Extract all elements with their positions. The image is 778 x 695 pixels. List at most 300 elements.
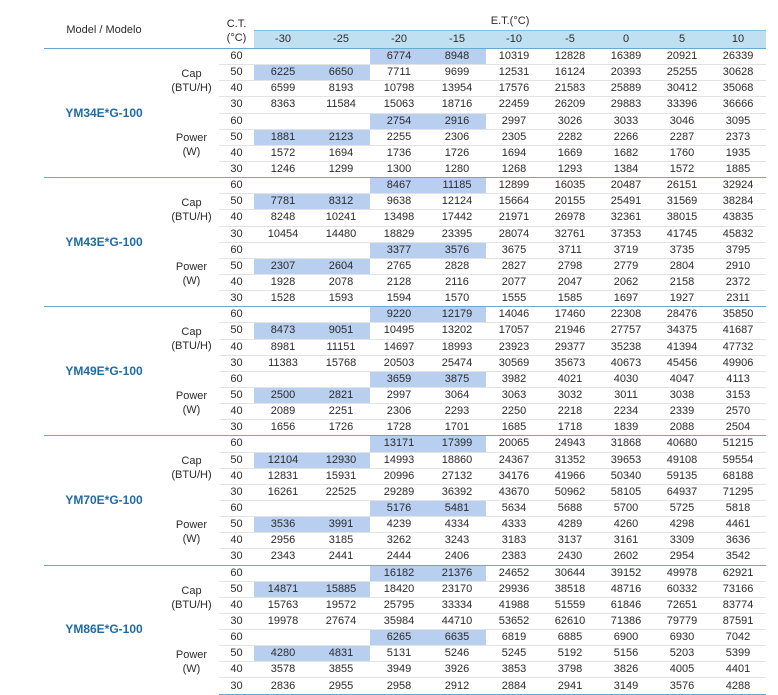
table-cell: 35984 xyxy=(370,613,428,629)
group-label-name: Power xyxy=(175,132,208,145)
table-cell: 51559 xyxy=(542,597,598,613)
table-cell: 2293 xyxy=(428,404,486,420)
table-cell: 30628 xyxy=(710,65,766,81)
ct-value: 60 xyxy=(219,242,254,258)
ct-value: 50 xyxy=(219,452,254,468)
table-cell: 3798 xyxy=(542,662,598,678)
table-cell: 21971 xyxy=(486,210,542,226)
group-label-unit: (W) xyxy=(182,404,201,417)
table-cell: 1280 xyxy=(428,161,486,177)
ct-header-label: C.T. xyxy=(226,17,247,30)
table-cell: 3576 xyxy=(654,678,710,694)
table-cell: 35673 xyxy=(542,355,598,371)
et-value: 5 xyxy=(654,31,710,49)
table-cell: 3149 xyxy=(598,678,654,694)
table-cell: 2430 xyxy=(542,549,598,565)
table-cell: 15931 xyxy=(312,468,370,484)
table-cell: 1555 xyxy=(486,291,542,307)
table-cell: 2282 xyxy=(542,129,598,145)
table-cell xyxy=(254,307,312,323)
table-cell: 1299 xyxy=(312,161,370,177)
table-cell: 33334 xyxy=(428,597,486,613)
group-label-unit: (BTU/H) xyxy=(171,82,212,95)
table-cell: 34375 xyxy=(654,323,710,339)
table-cell: 19572 xyxy=(312,597,370,613)
table-cell: 35068 xyxy=(710,81,766,97)
table-cell: 1927 xyxy=(654,291,710,307)
table-cell: 8467 xyxy=(370,178,428,194)
table-cell: 12531 xyxy=(486,65,542,81)
performance-table xyxy=(44,13,766,695)
table-cell: 6265 xyxy=(370,630,428,646)
table-cell: 20065 xyxy=(486,436,542,452)
table-cell: 2602 xyxy=(598,549,654,565)
table-cell: 1726 xyxy=(428,145,486,161)
table-cell: 8248 xyxy=(254,210,312,226)
table-cell: 2251 xyxy=(312,404,370,420)
table-cell: 5176 xyxy=(370,500,428,516)
group-label xyxy=(164,500,219,565)
table-cell: 16124 xyxy=(542,65,598,81)
table-cell: 10241 xyxy=(312,210,370,226)
table-cell: 2604 xyxy=(312,258,370,274)
table-cell: 12124 xyxy=(428,194,486,210)
table-cell: 23395 xyxy=(428,226,486,242)
group-label xyxy=(164,49,219,114)
table-cell: 2255 xyxy=(370,129,428,145)
group-label-unit: (BTU/H) xyxy=(171,469,212,482)
table-cell: 29883 xyxy=(598,97,654,113)
table-cell: 4280 xyxy=(254,646,312,662)
table-cell: 1697 xyxy=(598,291,654,307)
table-cell: 14697 xyxy=(370,339,428,355)
table-cell: 1570 xyxy=(428,291,486,307)
table-cell: 2916 xyxy=(428,113,486,129)
table-cell: 1572 xyxy=(254,145,312,161)
table-cell: 6885 xyxy=(542,630,598,646)
group-label-unit: (BTU/H) xyxy=(171,211,212,224)
table-cell: 2088 xyxy=(654,420,710,436)
table-cell: 49978 xyxy=(654,565,710,581)
table-cell: 14046 xyxy=(486,307,542,323)
group-label-name: Cap xyxy=(181,584,202,597)
table-cell: 7711 xyxy=(370,65,428,81)
table-cell: 21583 xyxy=(542,81,598,97)
table-cell: 26209 xyxy=(542,97,598,113)
group-label-unit: (BTU/H) xyxy=(171,598,212,611)
table-cell: 17576 xyxy=(486,81,542,97)
table-cell: 32761 xyxy=(542,226,598,242)
table-cell: 15768 xyxy=(312,355,370,371)
table-cell: 4021 xyxy=(542,371,598,387)
group-label-unit: (W) xyxy=(182,662,201,675)
table-cell: 27132 xyxy=(428,468,486,484)
table-cell: 12930 xyxy=(312,452,370,468)
table-cell: 2128 xyxy=(370,274,428,290)
table-cell: 2306 xyxy=(428,129,486,145)
table-cell: 2373 xyxy=(710,129,766,145)
table-cell: 3243 xyxy=(428,533,486,549)
table-row xyxy=(44,178,766,194)
table-cell: 2912 xyxy=(428,678,486,694)
table-cell: 17399 xyxy=(428,436,486,452)
table-cell: 8363 xyxy=(254,97,312,113)
et-value: -20 xyxy=(370,31,428,49)
table-cell: 3309 xyxy=(654,533,710,549)
table-cell: 41988 xyxy=(486,597,542,613)
table-cell: 16035 xyxy=(542,178,598,194)
group-label-unit: (BTU/H) xyxy=(171,340,212,353)
table-cell: 5203 xyxy=(654,646,710,662)
table-cell: 3038 xyxy=(654,387,710,403)
table-cell: 1685 xyxy=(486,420,542,436)
table-cell: 27674 xyxy=(312,613,370,629)
table-cell: 18716 xyxy=(428,97,486,113)
table-cell: 3026 xyxy=(542,113,598,129)
table-cell: 8948 xyxy=(428,49,486,65)
table-cell: 2954 xyxy=(654,549,710,565)
table-cell: 5700 xyxy=(598,500,654,516)
table-cell: 8193 xyxy=(312,81,370,97)
table-cell: 73166 xyxy=(710,581,766,597)
table-cell: 2089 xyxy=(254,404,312,420)
table-cell: 2343 xyxy=(254,549,312,565)
table-cell: 1656 xyxy=(254,420,312,436)
ct-value: 50 xyxy=(219,258,254,274)
table-cell: 49906 xyxy=(710,355,766,371)
table-cell: 1885 xyxy=(710,161,766,177)
table-cell: 3926 xyxy=(428,662,486,678)
table-cell: 14871 xyxy=(254,581,312,597)
table-row xyxy=(44,307,766,323)
table-cell: 3046 xyxy=(654,113,710,129)
table-cell: 5245 xyxy=(486,646,542,662)
table-cell xyxy=(312,630,370,646)
table-cell: 1682 xyxy=(598,145,654,161)
table-cell: 59135 xyxy=(654,468,710,484)
table-cell: 2500 xyxy=(254,387,312,403)
ct-value: 50 xyxy=(219,646,254,662)
table-cell: 1726 xyxy=(312,420,370,436)
table-cell: 8473 xyxy=(254,323,312,339)
table-cell: 29936 xyxy=(486,581,542,597)
table-cell: 1881 xyxy=(254,129,312,145)
ct-value: 60 xyxy=(219,500,254,516)
table-cell xyxy=(312,565,370,581)
ct-value: 40 xyxy=(219,468,254,484)
table-cell: 68188 xyxy=(710,468,766,484)
table-cell: 5399 xyxy=(710,646,766,662)
table-cell: 5481 xyxy=(428,500,486,516)
table-cell: 6900 xyxy=(598,630,654,646)
table-cell: 36666 xyxy=(710,97,766,113)
table-cell: 72651 xyxy=(654,597,710,613)
table-cell xyxy=(312,113,370,129)
et-value: -15 xyxy=(428,31,486,49)
table-cell: 39152 xyxy=(598,565,654,581)
ct-value: 40 xyxy=(219,274,254,290)
table-cell: 35850 xyxy=(710,307,766,323)
table-cell: 7042 xyxy=(710,630,766,646)
table-cell: 2123 xyxy=(312,129,370,145)
ct-value: 60 xyxy=(219,178,254,194)
table-cell: 10319 xyxy=(486,49,542,65)
table-cell: 4831 xyxy=(312,646,370,662)
table-cell: 3183 xyxy=(486,533,542,549)
table-cell: 27757 xyxy=(598,323,654,339)
table-cell: 26978 xyxy=(542,210,598,226)
table-cell: 16389 xyxy=(598,49,654,65)
table-cell: 3855 xyxy=(312,662,370,678)
table-cell: 23170 xyxy=(428,581,486,597)
table-cell: 34176 xyxy=(486,468,542,484)
table-cell: 32361 xyxy=(598,210,654,226)
et-value: 10 xyxy=(710,31,766,49)
table-row xyxy=(44,436,766,452)
group-label-name: Cap xyxy=(181,455,202,468)
table-cell: 38518 xyxy=(542,581,598,597)
table-cell: 6819 xyxy=(486,630,542,646)
table-cell: 6930 xyxy=(654,630,710,646)
table-cell: 2306 xyxy=(370,404,428,420)
table-cell: 44710 xyxy=(428,613,486,629)
ct-value: 30 xyxy=(219,291,254,307)
table-cell: 24367 xyxy=(486,452,542,468)
table-cell: 1593 xyxy=(312,291,370,307)
table-cell: 20155 xyxy=(542,194,598,210)
model-name: YM43E*G-100 xyxy=(44,178,164,307)
table-cell: 18829 xyxy=(370,226,428,242)
table-cell: 2804 xyxy=(654,258,710,274)
ct-value: 60 xyxy=(219,113,254,129)
table-cell: 6635 xyxy=(428,630,486,646)
ct-value: 50 xyxy=(219,129,254,145)
ct-value: 50 xyxy=(219,581,254,597)
table-cell xyxy=(312,49,370,65)
ct-value: 30 xyxy=(219,226,254,242)
table-cell: 15763 xyxy=(254,597,312,613)
table-cell: 2798 xyxy=(542,258,598,274)
table-cell: 4298 xyxy=(654,517,710,533)
table-cell: 62610 xyxy=(542,613,598,629)
table-cell: 18860 xyxy=(428,452,486,468)
table-cell xyxy=(312,371,370,387)
table-body xyxy=(44,49,766,695)
table-cell: 50962 xyxy=(542,484,598,500)
table-cell: 38284 xyxy=(710,194,766,210)
table-cell xyxy=(254,49,312,65)
table-cell: 79779 xyxy=(654,613,710,629)
table-cell: 4461 xyxy=(710,517,766,533)
table-cell: 11185 xyxy=(428,178,486,194)
ct-value: 50 xyxy=(219,194,254,210)
table-cell: 2406 xyxy=(428,549,486,565)
table-cell: 3795 xyxy=(710,242,766,258)
et-header: E.T.(°C) xyxy=(490,15,530,27)
table-cell: 41687 xyxy=(710,323,766,339)
table-cell: 3991 xyxy=(312,517,370,533)
table-cell: 2077 xyxy=(486,274,542,290)
table-cell xyxy=(254,500,312,516)
model-name: YM70E*G-100 xyxy=(44,436,164,565)
table-cell: 2997 xyxy=(486,113,542,129)
table-cell: 1669 xyxy=(542,145,598,161)
ct-value: 60 xyxy=(219,307,254,323)
table-cell: 4334 xyxy=(428,517,486,533)
table-cell xyxy=(254,178,312,194)
table-cell: 15885 xyxy=(312,581,370,597)
table-cell: 6599 xyxy=(254,81,312,97)
table-cell: 29377 xyxy=(542,339,598,355)
ct-value: 30 xyxy=(219,355,254,371)
table-cell: 2910 xyxy=(710,258,766,274)
table-cell: 1839 xyxy=(598,420,654,436)
table-cell: 4401 xyxy=(710,662,766,678)
model-name: YM86E*G-100 xyxy=(44,565,164,694)
table-cell: 58105 xyxy=(598,484,654,500)
table-cell: 5246 xyxy=(428,646,486,662)
table-cell: 1300 xyxy=(370,161,428,177)
table-cell: 3137 xyxy=(542,533,598,549)
table-cell: 2307 xyxy=(254,258,312,274)
table-cell: 1268 xyxy=(486,161,542,177)
table-cell: 22459 xyxy=(486,97,542,113)
table-cell: 25255 xyxy=(654,65,710,81)
group-label xyxy=(164,565,219,630)
table-cell: 3153 xyxy=(710,387,766,403)
group-label-name: Power xyxy=(175,648,208,661)
table-cell: 2116 xyxy=(428,274,486,290)
model-header: Model / Modelo xyxy=(66,24,142,36)
table-cell: 40680 xyxy=(654,436,710,452)
table-cell: 71386 xyxy=(598,613,654,629)
table-cell: 4005 xyxy=(654,662,710,678)
table-cell: 5634 xyxy=(486,500,542,516)
table-cell: 2884 xyxy=(486,678,542,694)
table-cell: 2047 xyxy=(542,274,598,290)
table-cell: 2287 xyxy=(654,129,710,145)
ct-value: 30 xyxy=(219,420,254,436)
table-cell: 2266 xyxy=(598,129,654,145)
table-cell: 22308 xyxy=(598,307,654,323)
table-cell: 59554 xyxy=(710,452,766,468)
table-cell: 1694 xyxy=(486,145,542,161)
table-cell xyxy=(254,371,312,387)
table-cell: 8312 xyxy=(312,194,370,210)
table-cell: 30644 xyxy=(542,565,598,581)
table-cell: 30412 xyxy=(654,81,710,97)
table-cell: 26339 xyxy=(710,49,766,65)
table-cell: 45832 xyxy=(710,226,766,242)
table-cell: 47732 xyxy=(710,339,766,355)
table-cell: 17057 xyxy=(486,323,542,339)
table-cell: 30569 xyxy=(486,355,542,371)
table-cell xyxy=(312,500,370,516)
table-cell: 2383 xyxy=(486,549,542,565)
table-cell: 83774 xyxy=(710,597,766,613)
table-cell xyxy=(312,436,370,452)
table-cell: 32924 xyxy=(710,178,766,194)
table-cell: 25491 xyxy=(598,194,654,210)
table-cell: 53652 xyxy=(486,613,542,629)
table-cell: 12179 xyxy=(428,307,486,323)
table-cell: 40673 xyxy=(598,355,654,371)
table-cell: 12104 xyxy=(254,452,312,468)
header-row xyxy=(44,13,766,31)
table-cell: 31868 xyxy=(598,436,654,452)
table-cell: 3578 xyxy=(254,662,312,678)
et-value: -5 xyxy=(542,31,598,49)
table-cell: 2779 xyxy=(598,258,654,274)
table-cell: 9699 xyxy=(428,65,486,81)
table-cell: 1736 xyxy=(370,145,428,161)
table-cell xyxy=(254,436,312,452)
table-cell: 7781 xyxy=(254,194,312,210)
table-cell: 2821 xyxy=(312,387,370,403)
table-cell: 5688 xyxy=(542,500,598,516)
ct-value: 40 xyxy=(219,210,254,226)
et-value: -25 xyxy=(312,31,370,49)
table-cell xyxy=(254,113,312,129)
table-cell: 20393 xyxy=(598,65,654,81)
table-cell: 3011 xyxy=(598,387,654,403)
ct-value: 40 xyxy=(219,339,254,355)
group-label xyxy=(164,371,219,436)
table-cell: 13171 xyxy=(370,436,428,452)
group-label-unit: (W) xyxy=(182,146,201,159)
table-cell: 17442 xyxy=(428,210,486,226)
group-label-name: Power xyxy=(175,390,208,403)
table-cell: 9638 xyxy=(370,194,428,210)
table-cell: 3659 xyxy=(370,371,428,387)
table-cell: 28476 xyxy=(654,307,710,323)
table-cell: 1728 xyxy=(370,420,428,436)
ct-value: 50 xyxy=(219,323,254,339)
table-cell: 1701 xyxy=(428,420,486,436)
table-cell: 9051 xyxy=(312,323,370,339)
table-cell: 4288 xyxy=(710,678,766,694)
table-cell: 4030 xyxy=(598,371,654,387)
table-cell: 31569 xyxy=(654,194,710,210)
table-cell: 45456 xyxy=(654,355,710,371)
table-cell: 1246 xyxy=(254,161,312,177)
table-cell: 20487 xyxy=(598,178,654,194)
table-cell: 4289 xyxy=(542,517,598,533)
table-row xyxy=(44,565,766,581)
et-value: -10 xyxy=(486,31,542,49)
table-cell: 28074 xyxy=(486,226,542,242)
table-cell: 4333 xyxy=(486,517,542,533)
table-cell: 2997 xyxy=(370,387,428,403)
table-cell: 3161 xyxy=(598,533,654,549)
table-cell: 3033 xyxy=(598,113,654,129)
table-cell: 10798 xyxy=(370,81,428,97)
table-cell: 1384 xyxy=(598,161,654,177)
table-cell: 2504 xyxy=(710,420,766,436)
table-cell: 11383 xyxy=(254,355,312,371)
table-cell xyxy=(312,178,370,194)
table-cell: 16182 xyxy=(370,565,428,581)
table-cell: 12831 xyxy=(254,468,312,484)
table-cell: 50340 xyxy=(598,468,654,484)
group-label xyxy=(164,630,219,695)
group-label-name: Power xyxy=(175,519,208,532)
table-cell: 3377 xyxy=(370,242,428,258)
ct-value: 40 xyxy=(219,597,254,613)
table-cell: 5725 xyxy=(654,500,710,516)
table-cell: 2956 xyxy=(254,533,312,549)
table-cell: 3875 xyxy=(428,371,486,387)
